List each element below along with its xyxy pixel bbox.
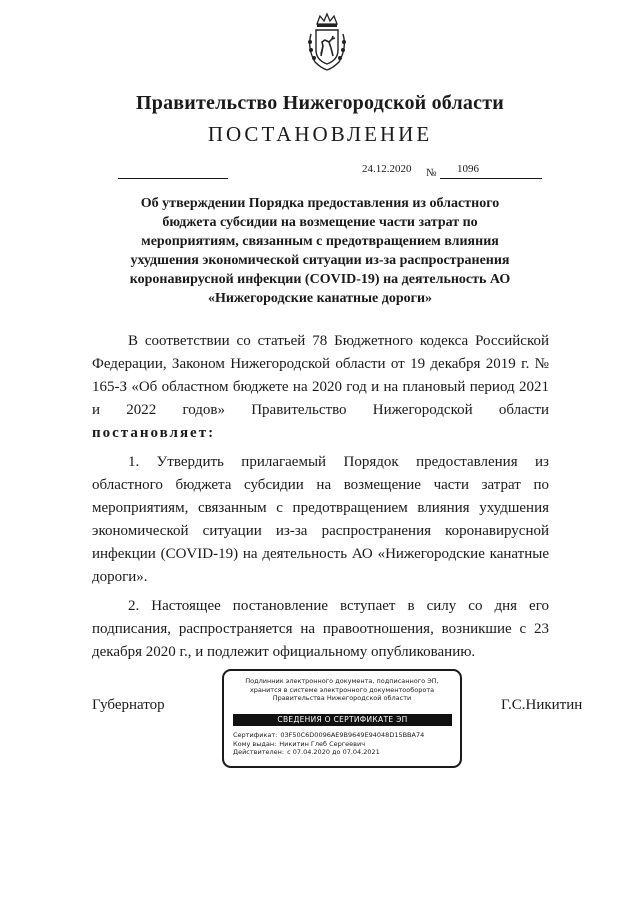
number-underline bbox=[440, 178, 542, 179]
signatory-name: Г.С.Никитин bbox=[501, 697, 583, 713]
certificate-value: 03F50C6D0096AE9B9649E94048D15BBA74 bbox=[280, 731, 425, 739]
preamble-paragraph bbox=[92, 330, 549, 445]
signatory-position: Губернатор bbox=[92, 697, 165, 713]
issued-to-label: Кому выдан: bbox=[233, 739, 277, 748]
resolves-word: постановляет: bbox=[92, 425, 216, 441]
validity-value: с 07.04.2020 до 07.04.2021 bbox=[287, 748, 380, 756]
organization-name: Правительство Нижегородской области bbox=[136, 92, 504, 114]
document-type: ПОСТАНОВЛЕНИЕ bbox=[207, 122, 433, 146]
certificate-row bbox=[233, 731, 427, 740]
stamp-certificate-details bbox=[233, 731, 427, 757]
stamp-note bbox=[228, 677, 456, 703]
document-title: Об утверждении Порядка предоставления из областного бюджета субсидии на возмещение части затрат по мероприятиям, связанным с предотвращением влияния ухудшения экономической ситуации из-за распространения коронавирусной инфекции (COVID-19) на деятельность АО «Нижегородские канатные дороги» bbox=[129, 196, 511, 306]
stamp-note-line: Подлинник электронного документа, подписанного ЭП, bbox=[245, 677, 439, 685]
issued-to-value: Никитин Глеб Сергеевич bbox=[279, 739, 366, 748]
date-underline bbox=[118, 178, 228, 179]
validity-label: Действителен: bbox=[233, 748, 285, 756]
document-body bbox=[92, 330, 549, 670]
certificate-label: Сертификат: bbox=[233, 731, 278, 739]
issued-to-row bbox=[233, 740, 427, 749]
coat-of-arms-emblem bbox=[305, 12, 349, 72]
validity-row bbox=[233, 748, 427, 757]
item-1-paragraph: 1. Утвердить прилагаемый Порядок предоставления из областного бюджета субсидии на возмещение части затрат по мероприятиям, связанным с предотвращением влияния ухудшения экономической ситуации из-за распространения коронавирусной инфекции (COVID-19) на деятельность АО «Нижегородские канатные дороги». bbox=[92, 454, 549, 585]
electronic-signature-stamp bbox=[222, 669, 462, 768]
item-2-paragraph: 2. Настоящее постановление вступает в силу со дня его подписания, распространяется на правоотношения, возникшие с 23 декабря 2020 г., и подлежит официальному опубликованию. bbox=[92, 598, 549, 660]
document-date: 24.12.2020 bbox=[362, 163, 412, 175]
number-sign: № bbox=[426, 167, 437, 179]
stamp-note-line: хранится в системе электронного документооборота bbox=[249, 685, 435, 694]
stamp-banner: СВЕДЕНИЯ О СЕРТИФИКАТЕ ЭП bbox=[233, 714, 452, 726]
stamp-note-line: Правительства Нижегородской области bbox=[272, 694, 412, 702]
preamble-text: В соответствии со статьей 78 Бюджетного кодекса Российской Федерации, Законом Нижегородской области от 19 декабря 2019 г. № 165-З «Об областном бюджете на 2020 год и на плановый период 2021 и 2022 годов» Правительство Нижегородской области bbox=[92, 333, 549, 418]
document-number: 1096 bbox=[457, 163, 479, 175]
